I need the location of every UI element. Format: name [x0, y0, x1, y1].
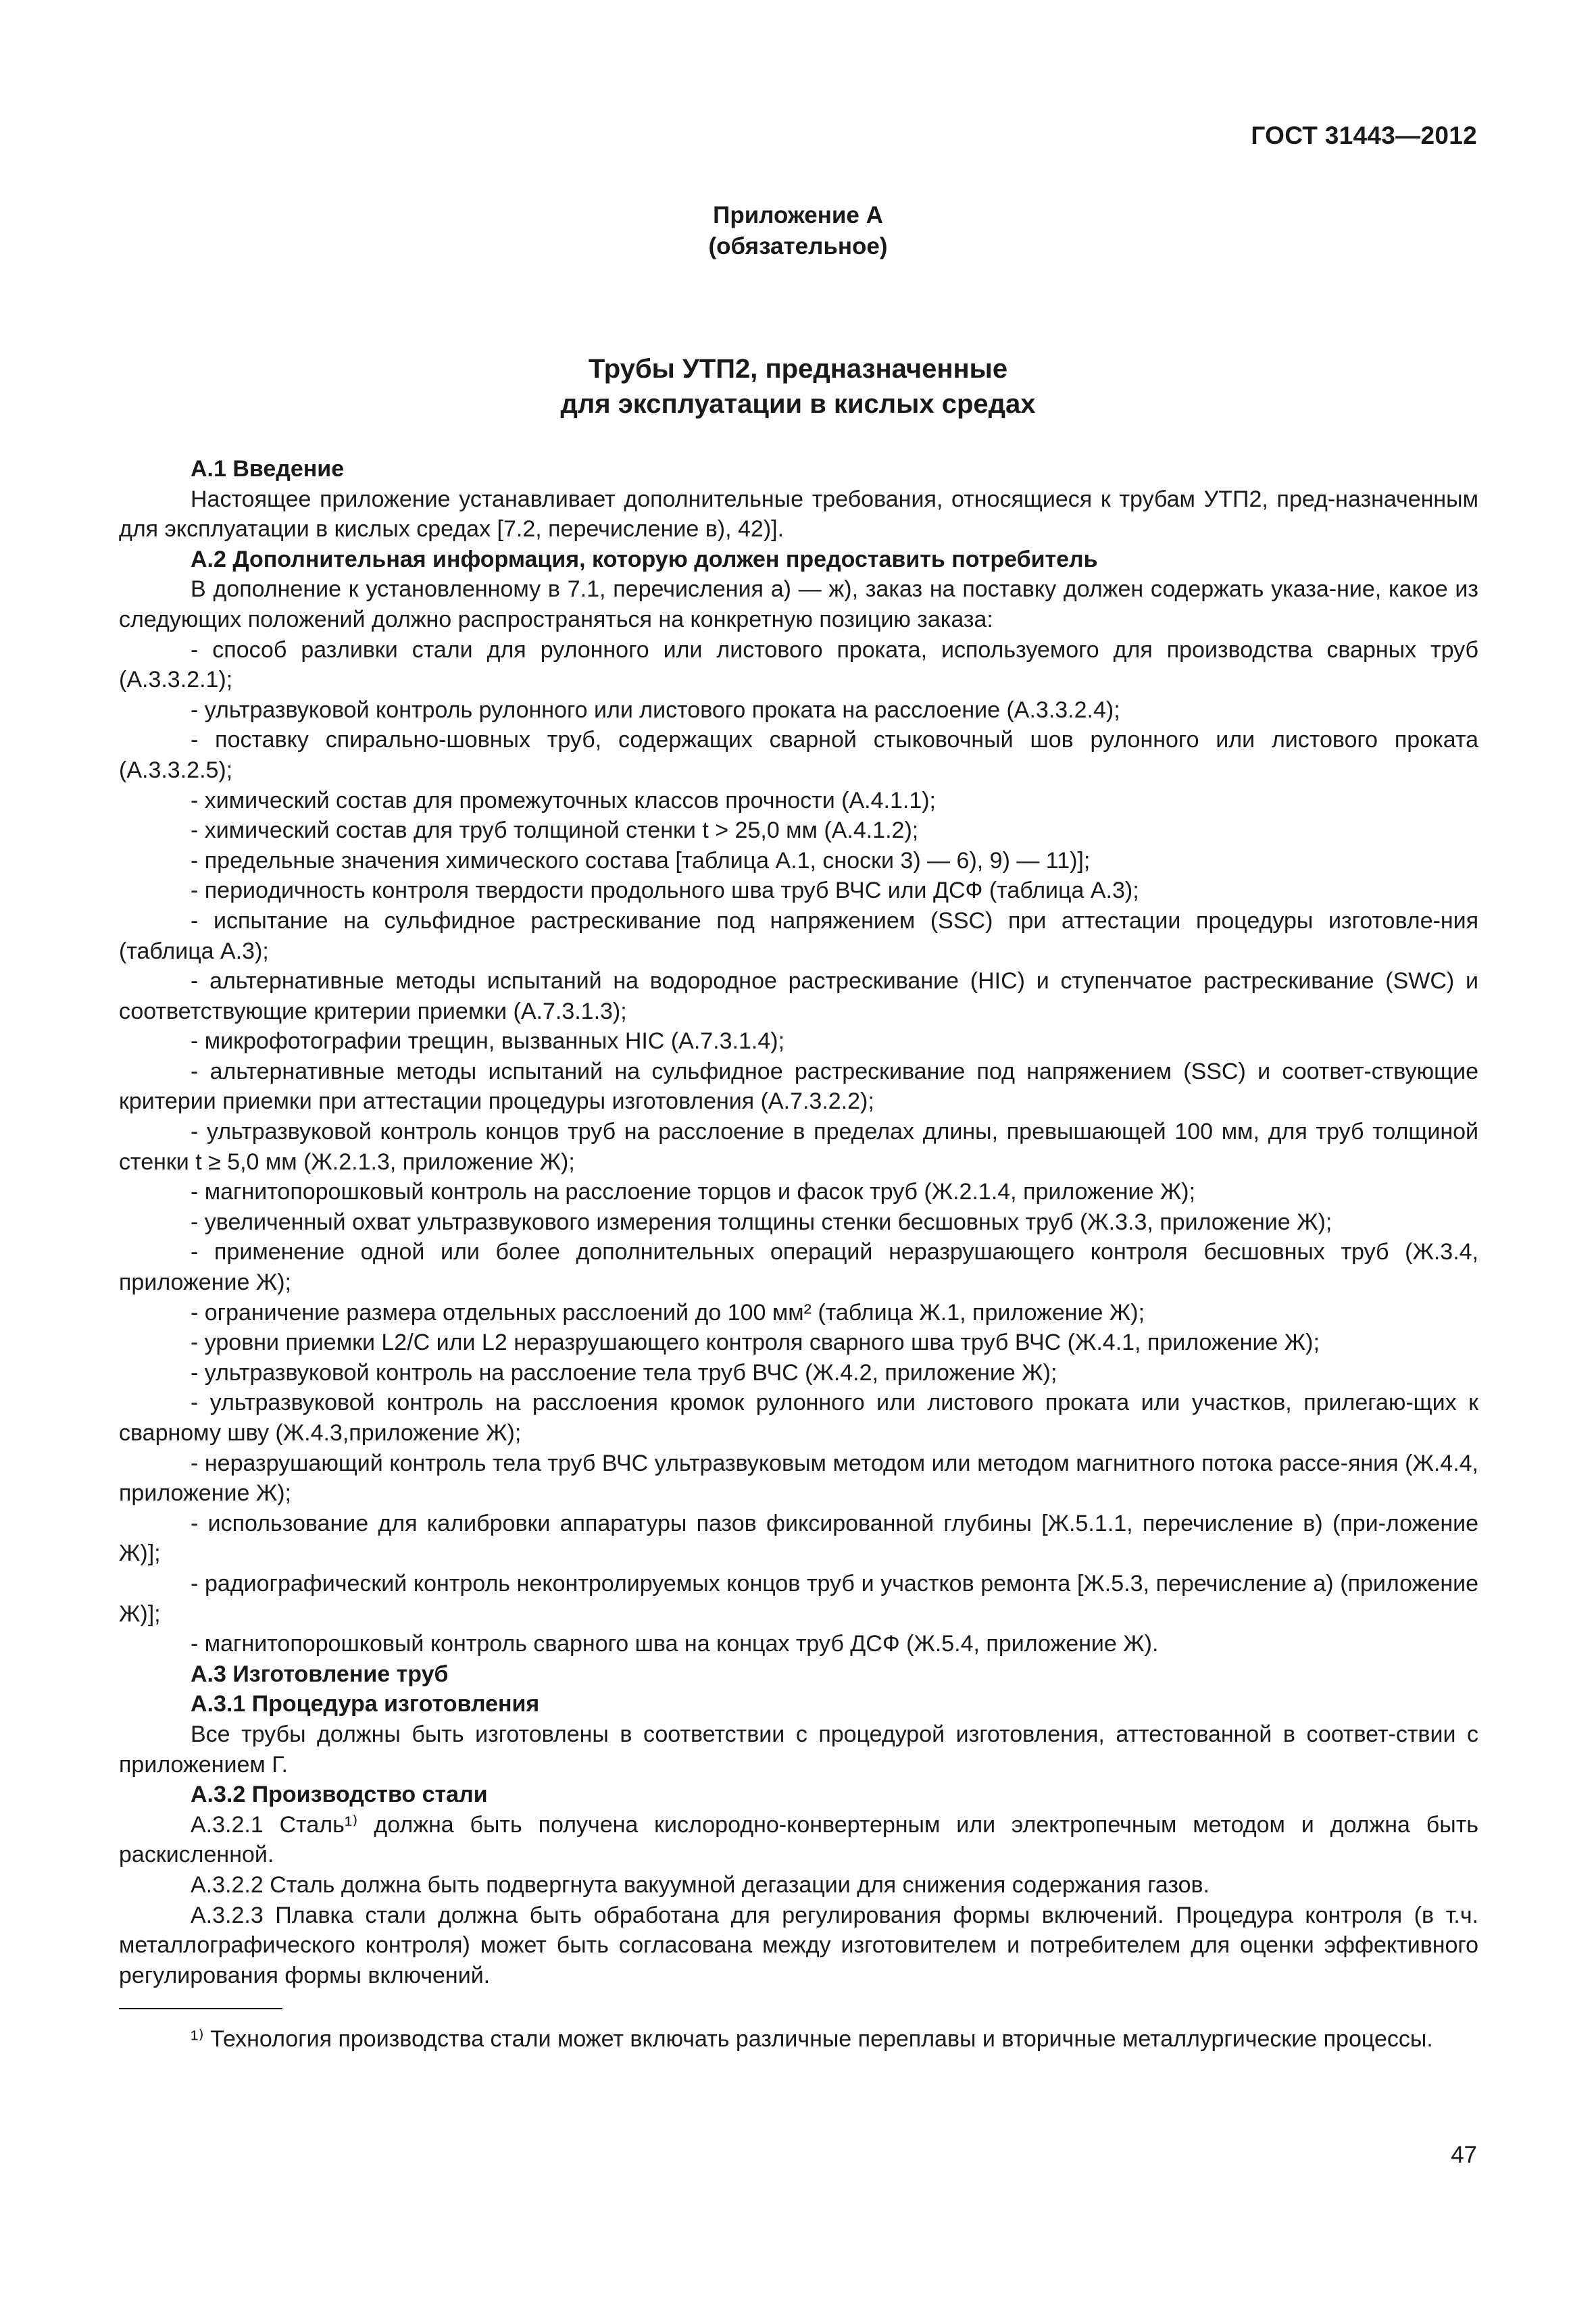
body-paragraph: В дополнение к установленному в 7.1, перечисления а) — ж), заказ на поставку должен содержать указа-ние, какое из следующих положений должно распространяться на конкретную позицию заказа: — [119, 576, 1478, 632]
body-paragraph: - увеличенный охват ультразвукового измерения толщины стенки бесшовных труб (Ж.3.3, приложение Ж); — [191, 1209, 1332, 1235]
body-paragraph: - периодичность контроля твердости продольного шва труб ВЧС или ДСФ (таблица А.3); — [191, 878, 1139, 904]
body-paragraph: Все трубы должны быть изготовлены в соответствии с процедурой изготовления, аттестованной в соответ-ствии с приложением Г. — [119, 1721, 1478, 1778]
standard-code: ГОСТ 31443—2012 — [1251, 122, 1477, 149]
section-heading: А.3 Изготовление труб — [191, 1661, 449, 1687]
body-paragraph: - испытание на сульфидное растрескивание под напряжением (SSC) при аттестации процедуры изготовле-ния (таблица А.3); — [119, 907, 1478, 964]
body-paragraph: - ультразвуковой контроль на расслоения кромок рулонного или листового проката или участков, прилегаю-щих к сварному шву (Ж.4.3,приложение Ж); — [119, 1390, 1478, 1446]
body-paragraph: - применение одной или более дополнительных операций неразрушающего контроля бесшовных труб (Ж.3.4, приложение Ж); — [119, 1239, 1478, 1296]
body-paragraph: - альтернативные методы испытаний на водородное растрескивание (HIC) и ступенчатое растрескивание (SWC) и соответствующие критерии приемки (А.7.3.1.3); — [119, 968, 1478, 1024]
body-paragraph: А.3.2.1 Сталь¹⁾ должна быть получена кислородно-конвертерным или электропечным методом и должна быть раскисленной. — [119, 1811, 1478, 1868]
section-heading: А.3.1 Процедура изготовления — [191, 1691, 540, 1717]
annex-heading — [0, 200, 1596, 262]
body-paragraph: - ультразвуковой контроль рулонного или листового проката на расслоение (А.3.3.2.4); — [191, 697, 1120, 723]
body-paragraph: - химический состав для промежуточных классов прочности (А.4.1.1); — [191, 787, 937, 813]
footnote: ¹⁾ Технология производства стали может включать различные переплавы и вторичные металлургические процессы. — [191, 2026, 1433, 2052]
section-heading: А.3.2 Производство стали — [191, 1782, 488, 1808]
body-paragraph: - ограничение размера отдельных расслоений до 100 мм² (таблица Ж.1, приложение Ж); — [191, 1299, 1145, 1326]
annex-title — [0, 351, 1596, 422]
body-paragraph: - неразрушающий контроль тела труб ВЧС ультразвуковым методом или методом магнитного потока рассе-яния (Ж.4.4, приложение Ж); — [119, 1450, 1478, 1507]
body-paragraph: - радиографический контроль неконтролируемых концов труб и участков ремонта [Ж.5.3, перечисление а) (приложение Ж)]; — [119, 1570, 1478, 1627]
body-paragraph: - использование для калибровки аппаратуры пазов фиксированной глубины [Ж.5.1.1, перечисление в) (при-ложение Ж)]; — [119, 1510, 1478, 1567]
annex-title-line-2: для эксплуатации в кислых средах — [560, 389, 1036, 419]
annex-label: Приложение А — [713, 202, 883, 228]
body-paragraph: - уровни приемки L2/C или L2 неразрушающего контроля сварного шва труб ВЧС (Ж.4.1, приложение Ж); — [191, 1330, 1320, 1356]
body-paragraph: - способ разливки стали для рулонного или листового проката, используемого для производства сварных труб (А.3.3.2.1); — [119, 636, 1478, 693]
body-paragraph: - магнитопорошковый контроль сварного шва на концах труб ДСФ (Ж.5.4, приложение Ж). — [191, 1631, 1159, 1657]
body-text — [119, 454, 1478, 1990]
body-paragraph: - микрофотографии трещин, вызванных HIC (А.7.3.1.4); — [191, 1028, 785, 1055]
footnote-divider — [119, 2008, 282, 2009]
body-paragraph: - ультразвуковой контроль на расслоение тела труб ВЧС (Ж.4.2, приложение Ж); — [191, 1359, 1057, 1386]
body-paragraph: - магнитопорошковый контроль на расслоение торцов и фасок труб (Ж.2.1.4, приложение Ж); — [191, 1179, 1196, 1205]
annex-title-line-1: Трубы УТП2, предназначенные — [588, 354, 1008, 384]
annex-status: (обязательное) — [708, 233, 888, 259]
body-paragraph: - ультразвуковой контроль концов труб на расслоение в пределах длины, превышающей 100 мм, для труб толщиной стенки t ≥ 5,0 мм (Ж.2.1.3, приложение Ж); — [119, 1119, 1478, 1175]
section-heading: А.2 Дополнительная информация, которую должен предоставить потребитель — [191, 546, 1098, 572]
body-paragraph: Настоящее приложение устанавливает дополнительные требования, относящиеся к трубам УТП2, пред-назначенным для эксплуатации в кислых средах [7.2, перечисление в), 42)]. — [119, 486, 1478, 543]
body-paragraph: А.3.2.2 Сталь должна быть подвергнута вакуумной дегазации для снижения содержания газов. — [191, 1871, 1210, 1898]
body-paragraph: - поставку спирально-шовных труб, содержащих сварной стыковочный шов рулонного или листового проката (А.3.3.2.5); — [119, 727, 1478, 783]
body-paragraph: - предельные значения химического состава [таблица А.1, сноски 3) — 6), 9) — 11)]; — [191, 847, 1091, 874]
body-paragraph: - альтернативные методы испытаний на сульфидное растрескивание под напряжением (SSC) и соответ-ствующие критерии приемки при аттестации процедуры изготовления (А.7.3.2.2); — [119, 1058, 1478, 1115]
section-heading: А.1 Введение — [191, 456, 345, 482]
body-paragraph: - химический состав для труб толщиной стенки t > 25,0 мм (А.4.1.2); — [191, 818, 919, 844]
page-number: 47 — [1451, 2142, 1477, 2168]
body-paragraph: А.3.2.3 Плавка стали должна быть обработана для регулирования формы включений. Процедура контроля (в т.ч. металлографического контроля) может быть согласована между изготовителем и потребителем для оценки эффективного регулирования формы включений. — [119, 1902, 1478, 1988]
